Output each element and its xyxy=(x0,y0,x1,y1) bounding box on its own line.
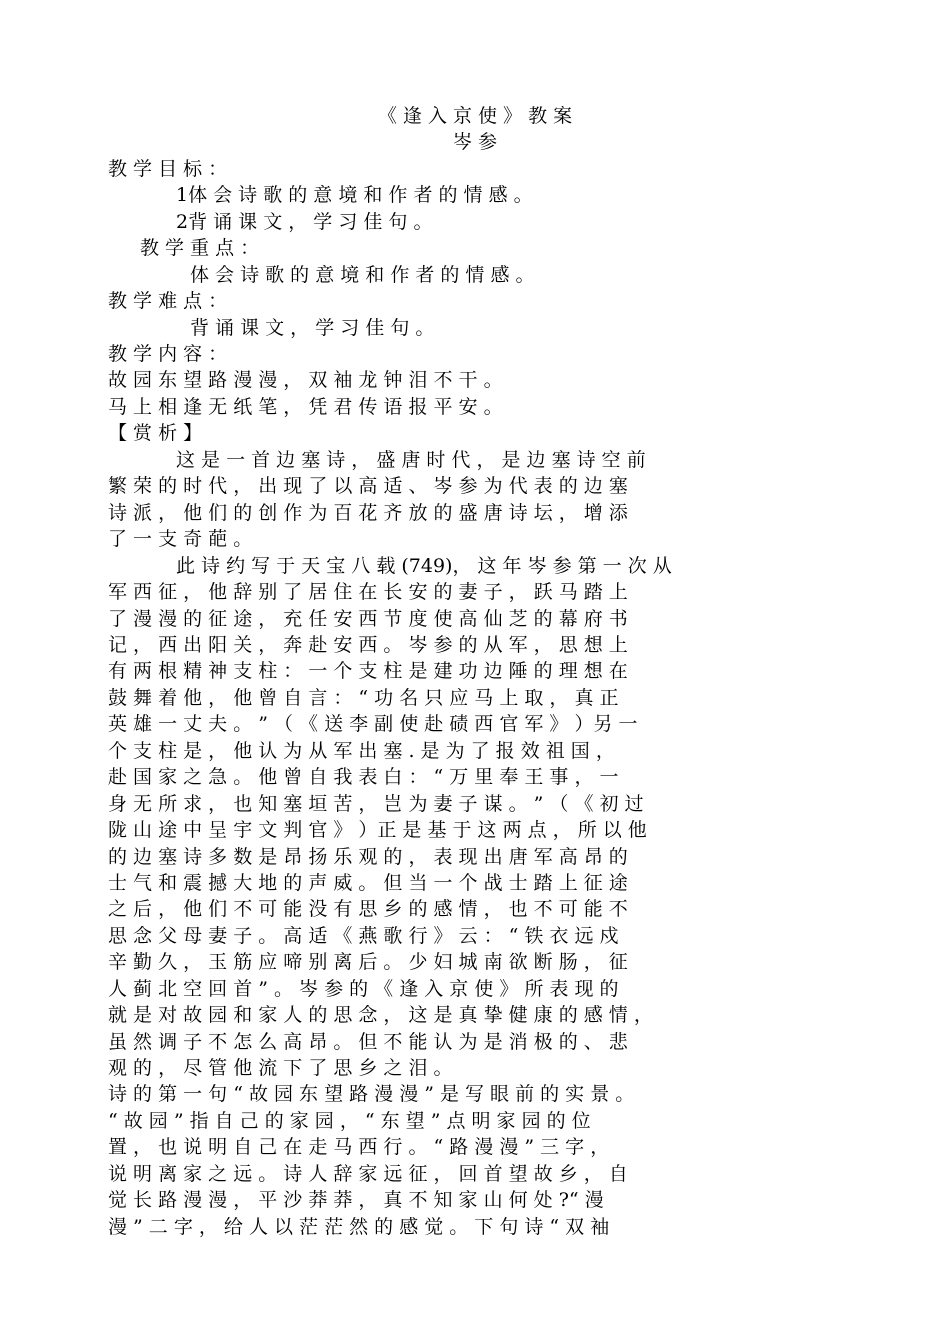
paragraph-line: 了 漫 漫 的 征 途 ， 充 任 安 西 节 度 使 高 仙 芝 的 幕 府 书 xyxy=(108,608,628,630)
paragraph-line: 有 两 根 精 神 支 柱 ： 一 个 支 柱 是 建 功 边 陲 的 理 想 在 xyxy=(108,660,628,682)
heading-teaching-goals: 教 学 目 标 ： xyxy=(108,158,228,180)
difficulty-text: 背 诵 课 文 ， 学 习 佳 句 。 xyxy=(190,317,435,339)
poem-line-2: 马 上 相 逢 无 纸 笔 ， 凭 君 传 语 报 平 安 。 xyxy=(108,396,503,418)
paragraph-line: 虽 然 调 子 不 怎 么 高 昂 。 但 不 能 认 为 是 消 极 的 、 悲 xyxy=(108,1031,628,1053)
paragraph-line: 个 支 柱 是 ， 他 认 为 从 军 出 塞 . 是 为 了 报 效 祖 国 ， xyxy=(108,740,615,762)
goal-item-2: 2背 诵 课 文 ， 学 习 佳 句 。 xyxy=(176,211,433,233)
paragraph-line: 之 后 ， 他 们 不 可 能 没 有 思 乡 的 感 情 ， 也 不 可 能 不 xyxy=(108,898,628,920)
paragraph-line: 思 念 父 母 妻 子 。 高 适 《 燕 歌 行 》 云 ： “ 铁 衣 远 戍 xyxy=(108,925,619,947)
paragraph-line: 置 ， 也 说 明 自 己 在 走 马 西 行 。 “ 路 漫 漫 ” 三 字 ， xyxy=(108,1136,610,1158)
paragraph-line: 陇 山 途 中 呈 宇 文 判 官 》 ）正 是 基 于 这 两 点 ， 所 以 他 xyxy=(108,819,647,841)
paragraph-line: 繁 荣 的 时 代 ， 出 现 了 以 高 适 、 岑 参 为 代 表 的 边 塞 xyxy=(108,475,628,497)
paragraph-line: “ 故 园 ” 指 自 己 的 家 园 ， “ 东 望 ” 点 明 家 园 的 位 xyxy=(108,1110,591,1132)
paragraph-line: 漫 ” 二 字 ， 给 人 以 茫 茫 然 的 感 觉 。 下 句 诗 “ 双 袖 xyxy=(108,1216,610,1238)
paragraph-line: 觉 长 路 漫 漫 ， 平 沙 莽 莽 ， 真 不 知 家 山 何 处 ?“ 漫 xyxy=(108,1189,604,1211)
paragraph-line: 这 是 一 首 边 塞 诗 ， 盛 唐 时 代 ， 是 边 塞 诗 空 前 xyxy=(176,449,646,471)
paragraph-line: 诗 派 ， 他 们 的 创 作 为 百 花 齐 放 的 盛 唐 诗 坛 ， 增 添 xyxy=(108,502,628,524)
paragraph-line: 就 是 对 故 园 和 家 人 的 思 念 ， 这 是 真 挚 健 康 的 感 情 ， xyxy=(108,1004,653,1026)
key-point-text: 体 会 诗 歌 的 意 境 和 作 者 的 情 感 。 xyxy=(190,264,535,286)
paragraph-line: 辛 勤 久 ， 玉 筋 应 啼 别 离 后 。 少 妇 城 南 欲 断 肠 ， 征 xyxy=(108,951,628,973)
paragraph-line: 人 蓟 北 空 回 首 ” 。 岑 参 的 《 逢 入 京 使 》 所 表 现 的 xyxy=(108,978,619,1000)
paragraph-line: 此 诗 约 写 于 天 宝 八 载 (749)， 这 年 岑 参 第 一 次 从 xyxy=(176,555,672,577)
paragraph-line: 的 边 塞 诗 多 数 是 昂 扬 乐 观 的 ， 表 现 出 唐 军 高 昂 的 xyxy=(108,846,628,868)
paragraph-line: 军 西 征 ， 他 辞 别 了 居 住 在 长 安 的 妻 子 ， 跃 马 踏 上 xyxy=(108,581,628,603)
paragraph-line: 英 雄 一 丈 夫 。 ” （ 《 送 李 副 使 赴 碛 西 官 军 》 ）另 一 xyxy=(108,713,638,735)
heading-appreciation: 【 赏 析 】 xyxy=(108,422,203,444)
paragraph-line: 士 气 和 震 撼 大 地 的 声 威 。 但 当 一 个 战 士 踏 上 征 途 xyxy=(108,872,628,894)
paragraph-line: 身 无 所 求 ， 也 知 塞 垣 苦 ， 岂 为 妻 子 谋 。 ” （ 《 初 过 xyxy=(108,793,644,815)
heading-key-points: 教 学 重 点 ： xyxy=(140,237,260,259)
heading-difficulties: 教 学 难 点 ： xyxy=(108,290,228,312)
document-author: 岑 参 xyxy=(452,131,498,153)
paragraph-line: 赴 国 家 之 急 。 他 曾 自 我 表 白 ： “ 万 里 奉 王 事 ， 一 xyxy=(108,766,619,788)
paragraph-line: 诗 的 第 一 句 “ 故 园 东 望 路 漫 漫 ” 是 写 眼 前 的 实 景 。 xyxy=(108,1083,635,1105)
paragraph-line: 了 一 支 奇 葩 。 xyxy=(108,528,253,550)
paragraph-line: 说 明 离 家 之 远 。 诗 人 辞 家 远 征 ， 回 首 望 故 乡 ， 自 xyxy=(108,1163,628,1185)
paragraph-line: 鼓 舞 着 他 ， 他 曾 自 言 ： “ 功 名 只 应 马 上 取 ， 真 正 xyxy=(108,687,619,709)
document-title: 《 逢 入 京 使 》 教 案 xyxy=(377,105,573,127)
poem-line-1: 故 园 东 望 路 漫 漫 ， 双 袖 龙 钟 泪 不 干 。 xyxy=(108,369,503,391)
goal-item-1: 1体 会 诗 歌 的 意 境 和 作 者 的 情 感 。 xyxy=(176,184,533,206)
heading-content: 教 学 内 容 ： xyxy=(108,343,228,365)
paragraph-line: 记 ， 西 出 阳 关 ， 奔 赴 安 西 。 岑 参 的 从 军 ， 思 想 上 xyxy=(108,634,628,656)
paragraph-line: 观 的 ， 尽 管 他 流 下 了 思 乡 之 泪 。 xyxy=(108,1057,453,1079)
